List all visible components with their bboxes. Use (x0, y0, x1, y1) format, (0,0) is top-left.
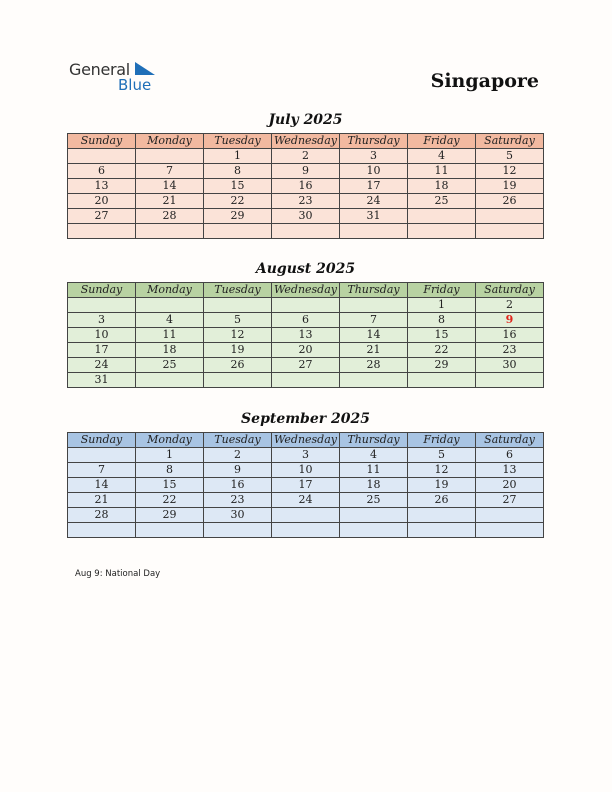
empty-day-cell (340, 508, 408, 523)
weekday-header: Sunday (68, 134, 136, 149)
empty-day-cell (136, 373, 204, 388)
week-row (68, 194, 544, 209)
week-row (68, 328, 544, 343)
empty-day-cell (68, 149, 136, 164)
calendar-september (67, 432, 544, 538)
day-cell: 29 (204, 209, 272, 224)
empty-day-cell (204, 523, 272, 538)
day-cell: 23 (204, 493, 272, 508)
weekday-header: Wednesday (272, 283, 340, 298)
day-cell: 22 (408, 343, 476, 358)
empty-day-cell (136, 149, 204, 164)
empty-day-cell (272, 224, 340, 239)
day-cell: 25 (408, 194, 476, 209)
day-cell: 3 (68, 313, 136, 328)
day-cell: 10 (68, 328, 136, 343)
day-cell: 28 (136, 209, 204, 224)
day-cell: 18 (340, 478, 408, 493)
weekday-header: Saturday (476, 283, 544, 298)
day-cell: 4 (340, 448, 408, 463)
weekday-header: Wednesday (272, 134, 340, 149)
day-cell: 13 (272, 328, 340, 343)
day-cell: 13 (68, 179, 136, 194)
weekday-header: Friday (408, 433, 476, 448)
day-cell: 10 (272, 463, 340, 478)
day-cell: 14 (68, 478, 136, 493)
empty-day-cell (340, 224, 408, 239)
week-row (68, 478, 544, 493)
week-row (68, 493, 544, 508)
day-cell: 21 (340, 343, 408, 358)
day-cell: 28 (340, 358, 408, 373)
day-cell: 1 (136, 448, 204, 463)
day-cell: 9 (272, 164, 340, 179)
weekday-header-row (68, 134, 544, 149)
day-cell: 10 (340, 164, 408, 179)
empty-day-cell (68, 298, 136, 313)
empty-day-cell (476, 523, 544, 538)
empty-day-cell (408, 373, 476, 388)
weekday-header: Tuesday (204, 433, 272, 448)
day-cell: 5 (476, 149, 544, 164)
holiday-note: Aug 9: National Day (75, 569, 161, 579)
empty-day-cell (340, 523, 408, 538)
weekday-header-row (68, 283, 544, 298)
day-cell: 16 (476, 328, 544, 343)
weekday-header: Monday (136, 283, 204, 298)
day-cell: 23 (272, 194, 340, 209)
weekday-header: Friday (408, 283, 476, 298)
empty-day-cell (136, 523, 204, 538)
day-cell: 15 (408, 328, 476, 343)
day-cell: 12 (408, 463, 476, 478)
day-cell: 17 (68, 343, 136, 358)
day-cell: 20 (476, 478, 544, 493)
day-cell: 26 (204, 358, 272, 373)
day-cell: 15 (204, 179, 272, 194)
month-title-august: August 2025 (255, 261, 356, 277)
week-row (68, 224, 544, 239)
day-cell: 12 (476, 164, 544, 179)
day-cell: 31 (340, 209, 408, 224)
day-cell: 20 (68, 194, 136, 209)
weekday-header: Sunday (68, 433, 136, 448)
empty-day-cell (408, 209, 476, 224)
week-row (68, 149, 544, 164)
week-row (68, 298, 544, 313)
day-cell: 19 (408, 478, 476, 493)
weekday-header: Friday (408, 134, 476, 149)
day-cell: 27 (68, 209, 136, 224)
day-cell: 18 (408, 179, 476, 194)
day-cell: 14 (136, 179, 204, 194)
day-cell: 25 (340, 493, 408, 508)
day-cell: 3 (340, 149, 408, 164)
country-title: Singapore (430, 70, 539, 92)
empty-day-cell (476, 373, 544, 388)
week-row (68, 508, 544, 523)
calendar-july (67, 133, 544, 239)
day-cell: 3 (272, 448, 340, 463)
empty-day-cell (340, 298, 408, 313)
day-cell: 31 (68, 373, 136, 388)
empty-day-cell (68, 523, 136, 538)
brand-logo (69, 60, 159, 96)
day-cell: 30 (204, 508, 272, 523)
day-cell: 2 (204, 448, 272, 463)
day-cell: 8 (204, 164, 272, 179)
day-cell: 18 (136, 343, 204, 358)
day-cell: 17 (272, 478, 340, 493)
day-cell: 28 (68, 508, 136, 523)
day-cell: 15 (136, 478, 204, 493)
weekday-header: Thursday (340, 134, 408, 149)
week-row (68, 358, 544, 373)
empty-day-cell (68, 448, 136, 463)
day-cell: 27 (272, 358, 340, 373)
day-cell: 4 (136, 313, 204, 328)
empty-day-cell (136, 224, 204, 239)
day-cell: 19 (204, 343, 272, 358)
day-cell: 23 (476, 343, 544, 358)
day-cell: 5 (408, 448, 476, 463)
empty-day-cell (476, 224, 544, 239)
week-row (68, 523, 544, 538)
empty-day-cell (476, 209, 544, 224)
weekday-header: Saturday (476, 433, 544, 448)
month-title-september: September 2025 (241, 411, 370, 427)
day-cell: 16 (272, 179, 340, 194)
empty-day-cell (68, 224, 136, 239)
weekday-header: Thursday (340, 433, 408, 448)
day-cell: 9 (204, 463, 272, 478)
day-cell: 27 (476, 493, 544, 508)
day-cell: 5 (204, 313, 272, 328)
day-cell: 26 (408, 493, 476, 508)
week-row (68, 373, 544, 388)
weekday-header: Monday (136, 134, 204, 149)
empty-day-cell (408, 523, 476, 538)
day-cell: 30 (272, 209, 340, 224)
day-cell: 4 (408, 149, 476, 164)
day-cell: 11 (136, 328, 204, 343)
day-cell: 7 (136, 164, 204, 179)
weekday-header: Tuesday (204, 134, 272, 149)
day-cell: 1 (408, 298, 476, 313)
day-cell: 21 (68, 493, 136, 508)
calendar-august (67, 282, 544, 388)
weekday-header: Sunday (68, 283, 136, 298)
weekday-header: Thursday (340, 283, 408, 298)
day-cell: 30 (476, 358, 544, 373)
day-cell: 25 (136, 358, 204, 373)
day-cell: 8 (408, 313, 476, 328)
day-cell: 21 (136, 194, 204, 209)
weekday-header-row (68, 433, 544, 448)
week-row (68, 179, 544, 194)
day-cell: 13 (476, 463, 544, 478)
day-cell: 29 (136, 508, 204, 523)
triangle-flag-icon (135, 62, 157, 76)
empty-day-cell (272, 508, 340, 523)
day-cell: 24 (272, 493, 340, 508)
week-row (68, 343, 544, 358)
day-cell: 12 (204, 328, 272, 343)
day-cell: 2 (272, 149, 340, 164)
empty-day-cell (340, 373, 408, 388)
empty-day-cell (272, 523, 340, 538)
empty-day-cell (136, 298, 204, 313)
day-cell: 11 (340, 463, 408, 478)
day-cell: 16 (204, 478, 272, 493)
brand-name-general: General (69, 60, 130, 79)
day-cell: 24 (340, 194, 408, 209)
empty-day-cell (204, 373, 272, 388)
week-row (68, 463, 544, 478)
day-cell: 7 (340, 313, 408, 328)
day-cell: 6 (68, 164, 136, 179)
day-cell: 20 (272, 343, 340, 358)
holiday-day-cell: 9 (476, 313, 544, 328)
week-row (68, 313, 544, 328)
empty-day-cell (204, 224, 272, 239)
empty-day-cell (272, 373, 340, 388)
weekday-header: Wednesday (272, 433, 340, 448)
empty-day-cell (204, 298, 272, 313)
week-row (68, 209, 544, 224)
day-cell: 29 (408, 358, 476, 373)
empty-day-cell (408, 508, 476, 523)
day-cell: 17 (340, 179, 408, 194)
weekday-header: Tuesday (204, 283, 272, 298)
day-cell: 24 (68, 358, 136, 373)
day-cell: 22 (136, 493, 204, 508)
day-cell: 11 (408, 164, 476, 179)
day-cell: 7 (68, 463, 136, 478)
empty-day-cell (272, 298, 340, 313)
month-title-july: July 2025 (268, 112, 343, 128)
week-row (68, 164, 544, 179)
day-cell: 2 (476, 298, 544, 313)
weekday-header: Saturday (476, 134, 544, 149)
empty-day-cell (408, 224, 476, 239)
day-cell: 8 (136, 463, 204, 478)
day-cell: 19 (476, 179, 544, 194)
brand-name-blue: Blue (118, 76, 152, 94)
day-cell: 22 (204, 194, 272, 209)
empty-day-cell (476, 508, 544, 523)
week-row (68, 448, 544, 463)
day-cell: 26 (476, 194, 544, 209)
day-cell: 14 (340, 328, 408, 343)
day-cell: 6 (476, 448, 544, 463)
day-cell: 1 (204, 149, 272, 164)
day-cell: 6 (272, 313, 340, 328)
weekday-header: Monday (136, 433, 204, 448)
